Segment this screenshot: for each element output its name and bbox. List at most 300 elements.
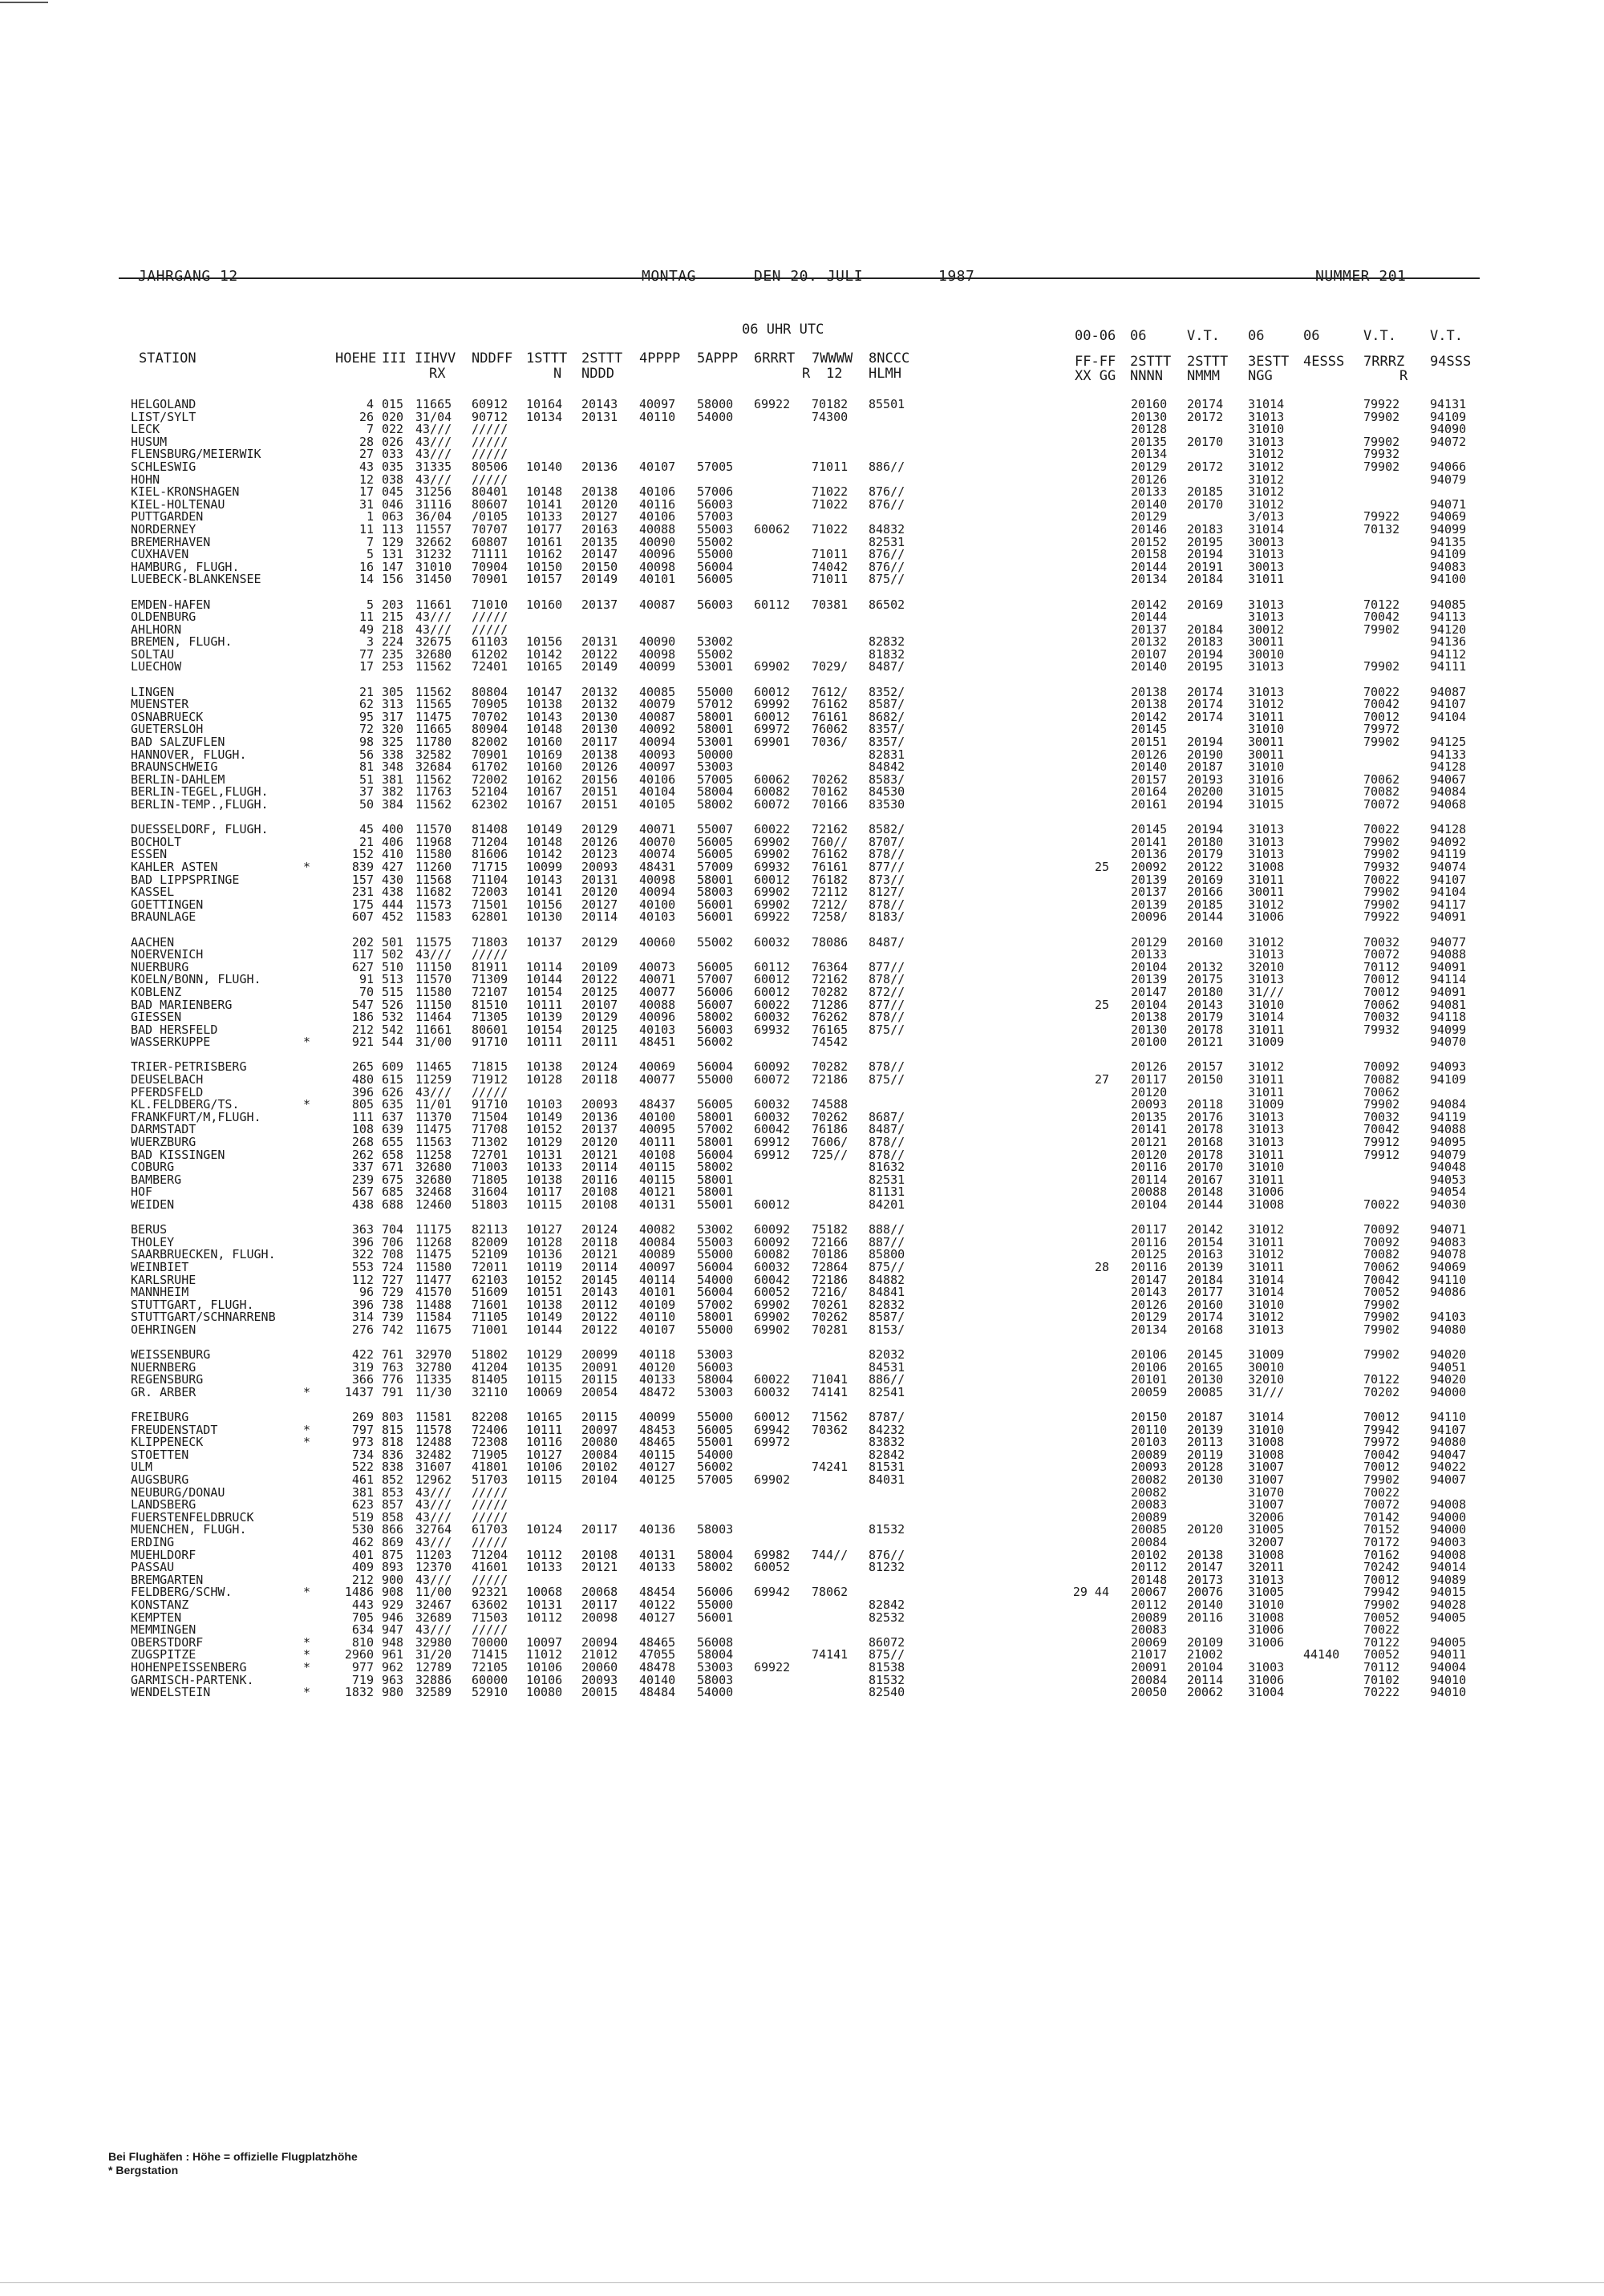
value-cell: 20174: [1187, 709, 1224, 724]
value-cell: 56001: [697, 1610, 734, 1625]
value-cell: 31012: [1248, 484, 1285, 500]
value-cell: 94014: [1430, 1560, 1467, 1575]
value-cell: 20126: [1131, 747, 1168, 762]
value-cell: 20091: [1131, 1659, 1168, 1674]
value-cell: 11580: [415, 984, 452, 999]
value-cell: 838: [382, 1460, 404, 1475]
value-cell: 10149: [526, 1109, 563, 1124]
value-cell: 20184: [1187, 572, 1224, 587]
value-cell: 32006: [1248, 1509, 1285, 1525]
value-cell: 31014: [1248, 397, 1285, 411]
station-name: ZUGSPITZE: [131, 1647, 196, 1662]
value-cell: 31013: [1248, 1572, 1285, 1587]
value-cell: 40097: [639, 1259, 676, 1274]
value-cell: 71022: [812, 521, 849, 537]
value-cell: 56005: [697, 1097, 734, 1112]
station-name: STUTTGART, FLUGH.: [131, 1297, 254, 1312]
value-cell: 74141: [812, 1647, 849, 1662]
value-cell: 56001: [697, 897, 734, 912]
value-cell: 40101: [639, 1285, 676, 1300]
value-cell: 40095: [639, 1122, 676, 1137]
value-cell: 70242: [1363, 1560, 1400, 1575]
value-cell: 8587/: [869, 697, 905, 712]
value-cell: 32680: [415, 646, 452, 662]
value-cell: 40104: [639, 784, 676, 800]
mountain-marker: *: [303, 1659, 311, 1674]
value-cell: 84232: [869, 1422, 905, 1437]
value-cell: 422: [351, 1347, 374, 1363]
value-cell: 40131: [639, 1197, 676, 1212]
value-cell: 20152: [1131, 534, 1168, 549]
value-cell: 54000: [697, 1447, 734, 1462]
value-cell: 94011: [1430, 1647, 1467, 1662]
column-header: 4PPPP: [639, 350, 681, 366]
value-cell: 20139: [1131, 897, 1168, 912]
value-cell: 56005: [697, 959, 734, 974]
value-cell: 70262: [812, 1109, 849, 1124]
value-cell: 84842: [869, 759, 905, 775]
value-cell: 20168: [1187, 1135, 1224, 1150]
value-cell: 20136: [581, 459, 618, 474]
value-cell: 20083: [1131, 1497, 1168, 1512]
value-cell: 55001: [697, 1435, 734, 1450]
value-cell: 94100: [1430, 572, 1467, 587]
value-cell: 11477: [415, 1272, 452, 1287]
column-header: RX: [429, 366, 446, 382]
value-cell: 94005: [1430, 1610, 1467, 1625]
value-cell: 544: [382, 1035, 404, 1050]
value-cell: 79902: [1363, 1097, 1400, 1112]
value-cell: 76262: [812, 1010, 849, 1025]
station-name: WEISSENBURG: [131, 1347, 211, 1363]
value-cell: 20150: [1131, 1410, 1168, 1425]
value-cell: 20141: [1131, 1122, 1168, 1137]
value-cell: 32684: [415, 759, 452, 775]
value-cell: 94112: [1430, 646, 1467, 662]
value-cell: 30010: [1248, 646, 1285, 662]
value-cell: 79902: [1363, 735, 1400, 750]
value-cell: 396: [351, 1297, 374, 1312]
value-cell: 94113: [1430, 609, 1467, 625]
value-cell: 20122: [1187, 859, 1224, 874]
value-cell: 82842: [869, 1597, 905, 1612]
value-cell: 875//: [869, 1072, 905, 1087]
value-cell: 70062: [1363, 1084, 1400, 1099]
value-cell: 40115: [639, 1447, 676, 1462]
value-cell: 94110: [1430, 1410, 1467, 1425]
value-cell: 20149: [581, 572, 618, 587]
value-cell: 40108: [639, 1147, 676, 1162]
value-cell: 43///: [415, 622, 452, 637]
station-name: KAHLER ASTEN: [131, 859, 218, 874]
value-cell: 31008: [1248, 1197, 1285, 1212]
value-cell: 152: [351, 847, 374, 862]
value-cell: 37: [358, 784, 374, 800]
value-cell: 046: [382, 496, 404, 512]
value-cell: 70072: [1363, 1497, 1400, 1512]
station-name: MUENSTER: [131, 697, 189, 712]
value-cell: 10133: [526, 509, 563, 524]
value-cell: 10117: [526, 1184, 563, 1200]
value-cell: 69902: [754, 1322, 791, 1337]
value-cell: 57003: [697, 509, 734, 524]
value-cell: 877//: [869, 859, 905, 874]
value-cell: 11565: [415, 697, 452, 712]
station-name: OSNABRUECK: [131, 709, 204, 724]
value-cell: 20167: [1187, 1172, 1224, 1187]
value-cell: 51: [358, 771, 374, 787]
value-cell: 11665: [415, 397, 452, 411]
value-cell: 658: [382, 1147, 404, 1162]
value-cell: 32680: [415, 1172, 452, 1187]
value-cell: 40073: [639, 959, 676, 974]
value-cell: 20142: [1131, 709, 1168, 724]
value-cell: 40071: [639, 972, 676, 987]
value-cell: 7212/: [812, 897, 849, 912]
value-cell: 71601: [472, 1297, 508, 1312]
value-cell: 60022: [754, 997, 791, 1012]
value-cell: 70122: [1363, 597, 1400, 612]
value-cell: 31012: [1248, 697, 1285, 712]
value-cell: 11570: [415, 822, 452, 837]
value-cell: 839: [351, 859, 374, 874]
value-cell: 31013: [1248, 659, 1285, 674]
value-cell: 20120: [581, 1135, 618, 1150]
value-cell: 40127: [639, 1610, 676, 1625]
value-cell: 70092: [1363, 1234, 1400, 1249]
value-cell: 72107: [472, 984, 508, 999]
value-cell: 60032: [754, 1109, 791, 1124]
value-cell: 20121: [1131, 1135, 1168, 1150]
value-cell: 322: [351, 1247, 374, 1262]
value-cell: 20082: [1131, 1472, 1168, 1488]
value-cell: 10152: [526, 1272, 563, 1287]
value-cell: 20118: [581, 1072, 618, 1087]
value-cell: 31///: [1248, 1384, 1285, 1399]
value-cell: 31013: [1248, 972, 1285, 987]
value-cell: 11780: [415, 735, 452, 750]
value-cell: 20142: [1131, 597, 1168, 612]
value-cell: 94091: [1430, 984, 1467, 999]
value-cell: 20119: [1187, 1447, 1224, 1462]
value-cell: 31607: [415, 1460, 452, 1475]
station-name: FELDBERG/SCHW.: [131, 1585, 233, 1600]
value-cell: 31013: [1248, 597, 1285, 612]
value-cell: 90712: [472, 409, 508, 424]
value-cell: /////: [472, 1084, 508, 1099]
value-cell: 94110: [1430, 1272, 1467, 1287]
value-cell: 94088: [1430, 1122, 1467, 1137]
value-cell: 8487/: [869, 934, 905, 950]
value-cell: 20108: [581, 1184, 618, 1200]
value-cell: 20080: [581, 1435, 618, 1450]
value-cell: 70362: [812, 1422, 849, 1437]
value-cell: 10144: [526, 972, 563, 987]
value-cell: 71504: [472, 1109, 508, 1124]
value-cell: 40133: [639, 1372, 676, 1387]
value-cell: 70012: [1363, 1410, 1400, 1425]
value-cell: 58004: [697, 1547, 734, 1562]
value-cell: 20131: [581, 634, 618, 650]
value-cell: 175: [351, 897, 374, 912]
column-header: V.T.: [1363, 328, 1396, 344]
value-cell: 31012: [1248, 1222, 1285, 1237]
column-header: IIHVV: [415, 350, 456, 366]
value-cell: 406: [382, 834, 404, 849]
value-cell: /////: [472, 622, 508, 637]
value-cell: 761: [382, 1347, 404, 1363]
value-cell: 55000: [697, 1072, 734, 1087]
value-cell: 31012: [1248, 1247, 1285, 1262]
value-cell: 28: [358, 434, 374, 449]
value-cell: 10154: [526, 1022, 563, 1037]
column-header: 2STTT: [1130, 354, 1172, 370]
value-cell: 94081: [1430, 997, 1467, 1012]
value-cell: 026: [382, 434, 404, 449]
value-cell: 10164: [526, 397, 563, 411]
value-cell: 31013: [1248, 822, 1285, 837]
issue-number: NUMMER 201: [1315, 268, 1407, 285]
column-header: V.T.: [1430, 328, 1463, 344]
value-cell: 58000: [697, 397, 734, 411]
value-cell: 56005: [697, 572, 734, 587]
value-cell: 60032: [754, 1097, 791, 1112]
value-cell: 71309: [472, 972, 508, 987]
value-cell: 704: [382, 1222, 404, 1237]
column-header: 00-06: [1075, 328, 1116, 344]
value-cell: 72112: [812, 885, 849, 900]
value-cell: 20129: [581, 1010, 618, 1025]
value-cell: 31013: [1248, 947, 1285, 962]
value-cell: 1: [366, 509, 374, 524]
value-cell: 10154: [526, 984, 563, 999]
value-cell: 71708: [472, 1122, 508, 1137]
station-name: MUEHLDORF: [131, 1547, 196, 1562]
value-cell: 71803: [472, 934, 508, 950]
value-cell: 72701: [472, 1147, 508, 1162]
value-cell: 71011: [812, 459, 849, 474]
value-cell: 58004: [697, 784, 734, 800]
value-cell: 20118: [1187, 1097, 1224, 1112]
value-cell: 10151: [526, 1285, 563, 1300]
value-cell: 52104: [472, 784, 508, 800]
value-cell: 10144: [526, 1322, 563, 1337]
value-cell: 30012: [1248, 622, 1285, 637]
mountain-marker: *: [303, 1585, 311, 1600]
value-cell: 20089: [1131, 1610, 1168, 1625]
station-name: EMDEN-HAFEN: [131, 597, 211, 612]
value-cell: 31604: [472, 1184, 508, 1200]
value-cell: 20131: [581, 872, 618, 887]
value-cell: 40099: [639, 1410, 676, 1425]
value-cell: 57012: [697, 697, 734, 712]
value-cell: 10148: [526, 484, 563, 500]
value-cell: 20170: [1187, 496, 1224, 512]
value-cell: 94079: [1430, 1147, 1467, 1162]
value-cell: 20067: [1131, 1585, 1168, 1600]
value-cell: 70012: [1363, 1460, 1400, 1475]
value-cell: 43///: [415, 434, 452, 449]
station-name: MEMMINGEN: [131, 1622, 196, 1638]
station-name: STOETTEN: [131, 1447, 189, 1462]
value-cell: 20173: [1187, 1572, 1224, 1587]
value-cell: 20112: [1131, 1560, 1168, 1575]
value-cell: 40070: [639, 834, 676, 849]
value-cell: 70022: [1363, 1622, 1400, 1638]
value-cell: 58001: [697, 1310, 734, 1325]
value-cell: 94088: [1430, 947, 1467, 962]
value-cell: 40105: [639, 797, 676, 812]
station-name: LECK: [131, 422, 160, 437]
value-cell: 637: [382, 1109, 404, 1124]
value-cell: 878//: [869, 972, 905, 987]
value-cell: 30011: [1248, 885, 1285, 900]
value-cell: 20116: [581, 1172, 618, 1187]
value-cell: 40140: [639, 1672, 676, 1687]
value-cell: 53002: [697, 634, 734, 650]
value-cell: 3/013: [1248, 509, 1285, 524]
value-cell: 94119: [1430, 1109, 1467, 1124]
station-name: THOLEY: [131, 1234, 175, 1249]
station-name: DUESSELDORF, FLUGH.: [131, 822, 269, 837]
value-cell: 20124: [581, 1059, 618, 1075]
value-cell: 31012: [1248, 934, 1285, 950]
value-cell: 20127: [581, 509, 618, 524]
value-cell: 25: [1094, 859, 1109, 874]
value-cell: 40116: [639, 496, 676, 512]
value-cell: 55000: [697, 1247, 734, 1262]
value-cell: 20175: [1187, 972, 1224, 987]
value-cell: 8352/: [869, 684, 905, 699]
value-cell: 8183/: [869, 909, 905, 925]
value-cell: 10127: [526, 1222, 563, 1237]
value-cell: 875//: [869, 1022, 905, 1037]
value-cell: 79902: [1363, 659, 1400, 674]
value-cell: 94131: [1430, 397, 1467, 411]
value-cell: 20104: [1131, 1197, 1168, 1212]
value-cell: 626: [382, 1084, 404, 1099]
value-cell: 94069: [1430, 509, 1467, 524]
value-cell: 70905: [472, 697, 508, 712]
value-cell: 20177: [1187, 1285, 1224, 1300]
value-cell: 31116: [415, 496, 452, 512]
value-cell: 71010: [472, 597, 508, 612]
value-cell: 60012: [754, 972, 791, 987]
value-cell: 515: [382, 984, 404, 999]
station-name: REGENSBURG: [131, 1372, 204, 1387]
value-cell: 91710: [472, 1097, 508, 1112]
value-cell: 366: [351, 1372, 374, 1387]
value-cell: 8582/: [869, 822, 905, 837]
value-cell: 11581: [415, 1410, 452, 1425]
value-cell: 94136: [1430, 634, 1467, 650]
value-cell: 10138: [526, 1059, 563, 1075]
value-cell: 20200: [1187, 784, 1224, 800]
value-cell: 11203: [415, 1547, 452, 1562]
value-cell: 20117: [581, 1522, 618, 1537]
value-cell: 818: [382, 1435, 404, 1450]
value-cell: 131: [382, 547, 404, 562]
value-cell: 20122: [581, 646, 618, 662]
time-caption: 06 UHR UTC: [742, 322, 824, 338]
mountain-marker: *: [303, 1384, 311, 1399]
value-cell: 60012: [754, 872, 791, 887]
year-number: 1987: [938, 268, 975, 285]
value-cell: 724: [382, 1259, 404, 1274]
value-cell: 70132: [1363, 521, 1400, 537]
value-cell: 729: [382, 1285, 404, 1300]
value-cell: 69912: [754, 1135, 791, 1150]
value-cell: 10143: [526, 709, 563, 724]
value-cell: 31256: [415, 484, 452, 500]
station-name: BERLIN-TEGEL,FLUGH.: [131, 784, 269, 800]
value-cell: 51803: [472, 1197, 508, 1212]
value-cell: 31010: [1248, 1422, 1285, 1437]
value-cell: 11475: [415, 709, 452, 724]
value-cell: 20112: [1131, 1597, 1168, 1612]
value-cell: 72864: [812, 1259, 849, 1274]
value-cell: 40136: [639, 1522, 676, 1537]
value-cell: 20157: [1187, 1059, 1224, 1075]
value-cell: 400: [382, 822, 404, 837]
value-cell: 72308: [472, 1435, 508, 1450]
value-cell: 11260: [415, 859, 452, 874]
value-cell: 43///: [415, 447, 452, 462]
value-cell: 10160: [526, 759, 563, 775]
value-cell: 55001: [697, 1197, 734, 1212]
value-cell: 31/20: [415, 1647, 452, 1662]
value-cell: 20144: [1187, 909, 1224, 925]
value-cell: 20158: [1131, 547, 1168, 562]
value-cell: 30011: [1248, 747, 1285, 762]
value-cell: 78086: [812, 934, 849, 950]
value-cell: 79972: [1363, 1435, 1400, 1450]
value-cell: 20195: [1187, 659, 1224, 674]
value-cell: 31014: [1248, 1010, 1285, 1025]
value-cell: 20163: [1187, 1247, 1224, 1262]
value-cell: 81532: [869, 1522, 905, 1537]
value-cell: 79912: [1363, 1135, 1400, 1150]
station-name: ESSEN: [131, 847, 168, 862]
value-cell: 94090: [1430, 422, 1467, 437]
value-cell: 11562: [415, 771, 452, 787]
value-cell: 69942: [754, 1585, 791, 1600]
value-cell: 231: [351, 885, 374, 900]
value-cell: 853: [382, 1484, 404, 1500]
station-name: BERUS: [131, 1222, 168, 1237]
value-cell: 12460: [415, 1197, 452, 1212]
value-cell: 20140: [1131, 759, 1168, 775]
value-cell: 94000: [1430, 1384, 1467, 1399]
value-cell: 94048: [1430, 1160, 1467, 1175]
value-cell: 12488: [415, 1435, 452, 1450]
value-cell: 40122: [639, 1597, 676, 1612]
value-cell: 84832: [869, 521, 905, 537]
value-cell: 31016: [1248, 771, 1285, 787]
value-cell: 57005: [697, 771, 734, 787]
value-cell: 69972: [754, 722, 791, 737]
column-header: NDDD: [581, 366, 614, 382]
value-cell: 31011: [1248, 1259, 1285, 1274]
value-cell: 82009: [472, 1234, 508, 1249]
value-cell: 70282: [812, 1059, 849, 1075]
column-header: 06: [1303, 328, 1320, 344]
station-name: OEHRINGEN: [131, 1322, 196, 1337]
value-cell: 69942: [754, 1422, 791, 1437]
value-cell: 1437: [344, 1384, 374, 1399]
value-cell: 20137: [581, 597, 618, 612]
value-cell: 40096: [639, 1010, 676, 1025]
